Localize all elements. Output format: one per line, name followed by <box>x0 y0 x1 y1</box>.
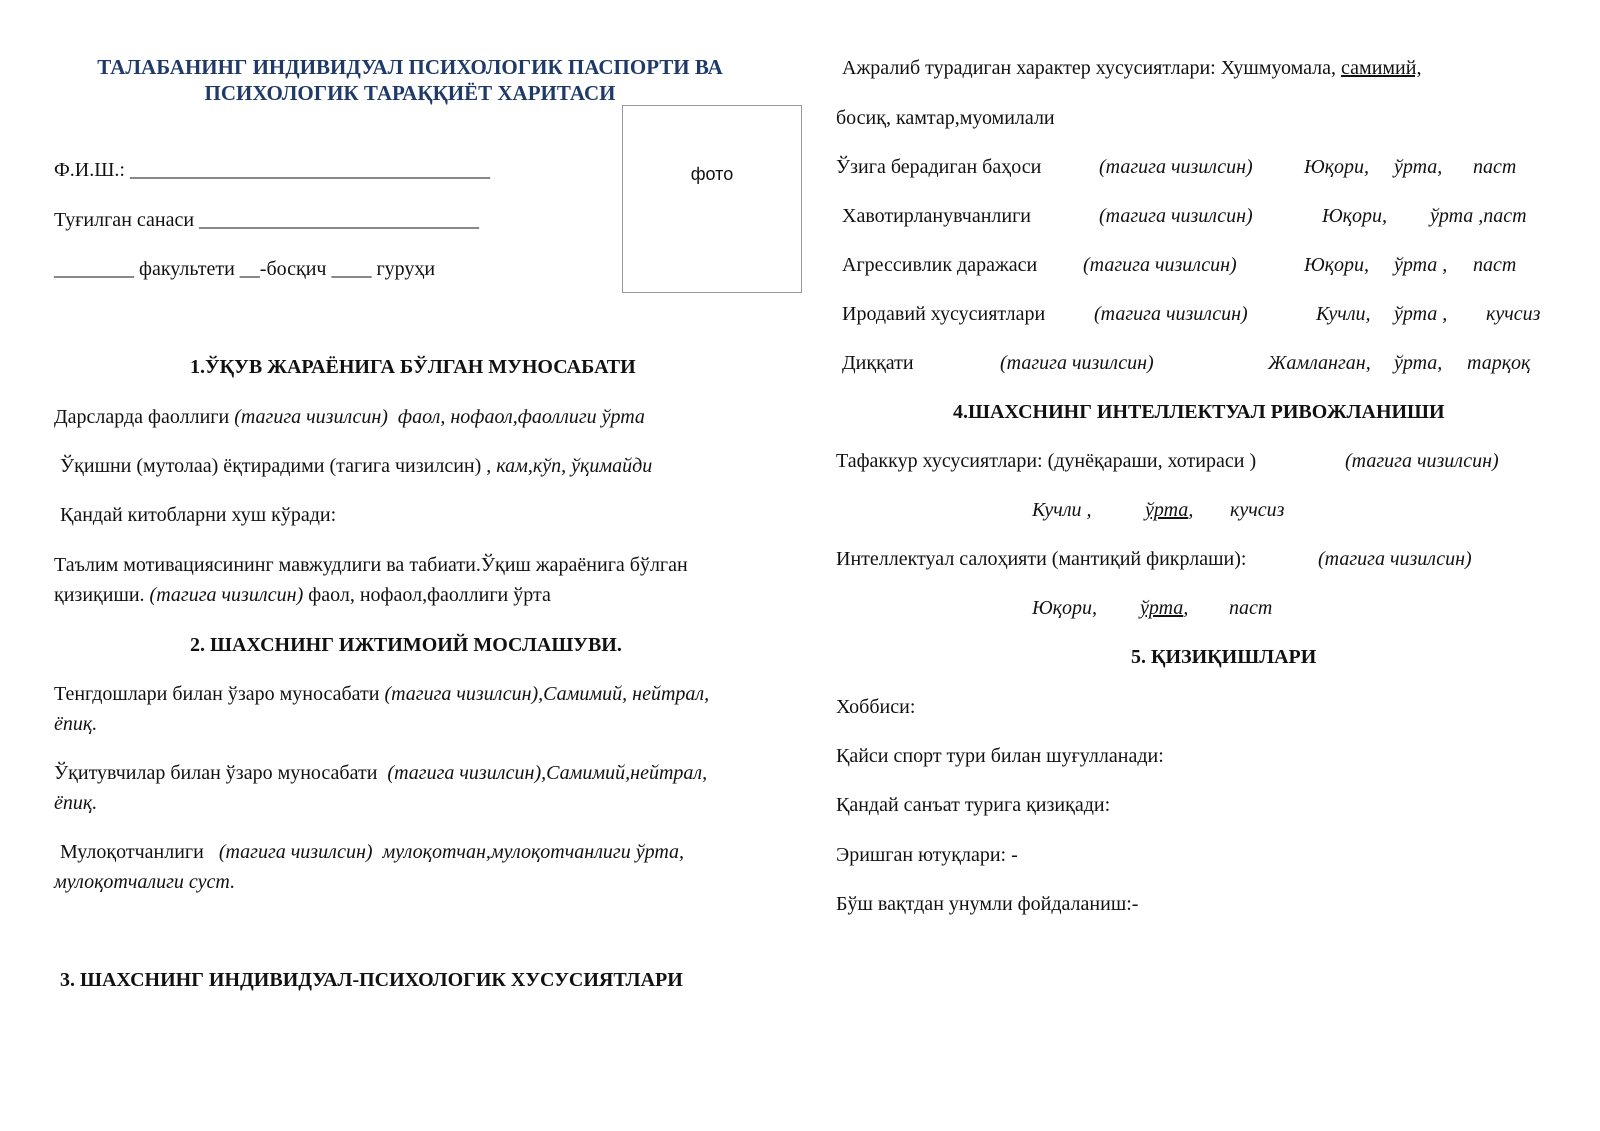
peers-options: ,Самимий, нейтрал, <box>538 683 710 705</box>
willpower-option-2: ўрта , <box>1394 303 1448 325</box>
activity-options: фаол, нофаол,фаоллиги ўрта <box>397 406 645 428</box>
communication-label: Мулоқотчанлиги <box>60 841 204 863</box>
teachers-hint: (тагига чизилсин) <box>387 762 542 784</box>
achievements-label: Эришган ютуқлари: - <box>836 844 1018 866</box>
intellect-option-2: ўрта <box>1140 597 1184 619</box>
motivation-hint: (тагига чизилсин) <box>149 584 304 606</box>
thinking-option-1: Кучли , <box>1032 499 1092 521</box>
section5-heading: 5. ҚИЗИҚИШЛАРИ <box>1131 646 1317 668</box>
hobby-label: Хоббиси: <box>836 696 916 718</box>
books-label: Қандай китобларни хуш кўради: <box>60 504 337 526</box>
aggression-label: Агрессивлик даражаси <box>842 254 1038 276</box>
peers-options-cont: ёпиқ. <box>54 713 98 735</box>
willpower-option-1: Кучли, <box>1316 303 1371 325</box>
aggression-hint: (тагига чизилсин) <box>1083 254 1237 276</box>
anxiety-hint: (тагига чизилсин) <box>1099 205 1253 227</box>
teachers-options: ,Самимий,нейтрал, <box>541 762 708 784</box>
thinking-option-2-wrap <box>1145 498 1193 522</box>
attention-option-2: ўрта, <box>1394 352 1443 374</box>
traits-row <box>842 56 1421 80</box>
intellect-option-2-sep: , <box>1183 597 1189 619</box>
aggression-option-3: паст <box>1473 254 1517 276</box>
willpower-hint: (тагига чизилсин) <box>1094 303 1248 325</box>
activity-row <box>54 405 645 429</box>
attention-hint: (тагига чизилсин) <box>1000 352 1154 374</box>
thinking-label: Тафаккур хусусиятлари: (дунёқараши, хотираси ) <box>836 450 1257 472</box>
photo-box <box>622 105 802 293</box>
thinking-option-3: кучсиз <box>1230 499 1285 521</box>
birth-date-field: Туғилган санаси ____________________________ <box>54 209 480 231</box>
document-title <box>40 54 780 106</box>
reading-options: кам,кўп, ўқимайди <box>496 455 653 477</box>
self-esteem-option-1: Юқори, <box>1304 156 1369 178</box>
self-esteem-label: Ўзига берадиган баҳоси <box>836 156 1042 178</box>
anxiety-option-1: Юқори, <box>1322 205 1387 227</box>
teachers-options-cont: ёпиқ. <box>54 792 98 814</box>
sport-label: Қайси спорт тури билан шуғулланади: <box>836 745 1164 767</box>
self-esteem-hint: (тагига чизилсин) <box>1099 156 1253 178</box>
communication-row <box>60 840 684 864</box>
peers-row <box>54 682 709 706</box>
section2-heading: 2. ШАХСНИНГ ИЖТИМОИЙ МОСЛАШУВИ. <box>190 634 622 656</box>
intellect-option-2-wrap <box>1140 596 1188 620</box>
intellect-hint: (тагига чизилсин) <box>1318 548 1472 570</box>
communication-hint: (тагига чизилсин) <box>218 841 373 863</box>
traits-label: Ажралиб турадиган характер хусусиятлари: Хушмуомала, <box>842 57 1337 79</box>
communication-options: мулоқотчан,мулоқотчанлиги ўрта, <box>382 841 685 863</box>
traits-cont: босиқ, камтар,муомилали <box>836 107 1055 129</box>
motivation-line-2 <box>54 583 551 607</box>
peers-hint: (тагига чизилсин) <box>384 683 539 705</box>
section1-heading: 1.ЎҚУВ ЖАРАЁНИГА БЎЛГАН МУНОСАБАТИ <box>190 356 636 378</box>
section4-heading: 4.ШАХСНИНГ ИНТЕЛЛЕКТУАЛ РИВОЖЛАНИШИ <box>953 401 1445 423</box>
attention-option-3: тарқоқ <box>1467 352 1531 374</box>
willpower-label: Иродавий хусусиятлари <box>842 303 1046 325</box>
attention-option-1: Жамланган, <box>1268 352 1371 374</box>
communication-options-cont: мулоқотчалиги суст. <box>54 871 236 893</box>
anxiety-option-2: ўрта ,паст <box>1430 205 1527 227</box>
teachers-label: Ўқитувчилар билан ўзаро муносабати <box>54 762 378 784</box>
self-esteem-option-2: ўрта, <box>1394 156 1443 178</box>
section3-heading: 3. ШАХСНИНГ ИНДИВИДУАЛ-ПСИХОЛОГИК ХУСУСИЯТЛАРИ <box>60 969 683 991</box>
fio-field: Ф.И.Ш.: ____________________________________ <box>54 159 490 181</box>
anxiety-label: Хавотирланувчанлиги <box>842 205 1032 227</box>
attention-label: Диққати <box>842 352 914 374</box>
willpower-option-3: кучсиз <box>1486 303 1541 325</box>
reading-label: Ўқишни (мутолаа) ёқтирадими (тагига чизилсин) , <box>60 455 492 477</box>
traits-underlined: самимий, <box>1341 57 1422 79</box>
photo-label: фото <box>690 164 734 184</box>
faculty-field: ________ факультети __-босқич ____ гуруҳи <box>54 258 436 280</box>
aggression-option-2: ўрта , <box>1394 254 1448 276</box>
motivation-line-1: Таълим мотивациясининг мавжудлиги ва табиати.Ўқиш жараёнига бўлган <box>54 554 688 576</box>
thinking-option-2: ўрта <box>1145 499 1189 521</box>
self-esteem-option-3: паст <box>1473 156 1517 178</box>
aggression-option-1: Юқори, <box>1304 254 1369 276</box>
intellect-option-3: паст <box>1229 597 1273 619</box>
motivation-text: қизиқиши. <box>54 584 145 606</box>
free-time-label: Бўш вақтдан унумли фойдаланиш:- <box>836 893 1139 915</box>
title-line-2: ПСИХОЛОГИК ТАРАҚҚИЁТ ХАРИТАСИ <box>204 81 616 105</box>
title-line-1: ТАЛАБАНИНГ ИНДИВИДУАЛ ПСИХОЛОГИК ПАСПОРТИ ВА <box>97 55 723 79</box>
thinking-option-2-sep: , <box>1188 499 1194 521</box>
intellect-option-1: Юқори, <box>1032 597 1097 619</box>
activity-hint: (тагига чизилсин) <box>234 406 388 428</box>
art-label: Қандай санъат турига қизиқади: <box>836 794 1111 816</box>
activity-label: Дарсларда фаоллиги <box>54 406 230 428</box>
motivation-options: фаол, нофаол,фаоллиги ўрта <box>308 584 551 606</box>
thinking-hint: (тагига чизилсин) <box>1345 450 1499 472</box>
peers-label: Тенгдошлари билан ўзаро муносабати <box>54 683 380 705</box>
teachers-row <box>54 761 707 785</box>
intellect-label: Интеллектуал салоҳияти (мантиқий фикрлаши): <box>836 548 1247 570</box>
reading-row <box>60 454 652 478</box>
